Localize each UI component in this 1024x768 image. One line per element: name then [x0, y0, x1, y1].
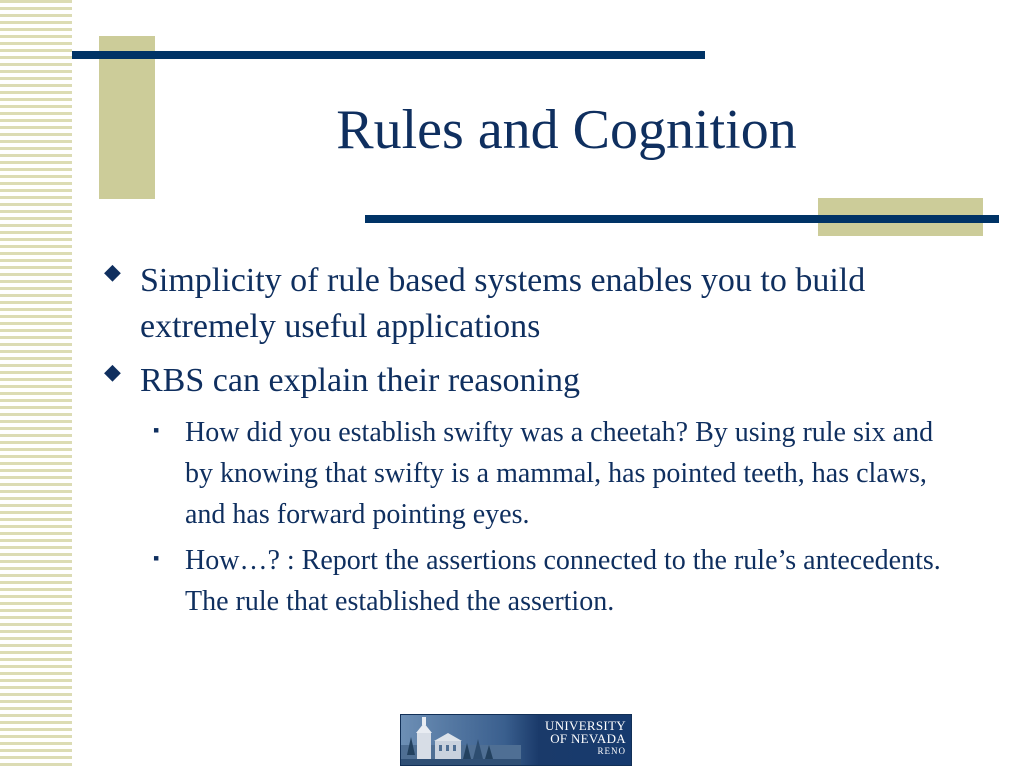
bullet-item-2	[100, 358, 960, 404]
bullet-item-1	[100, 258, 960, 350]
diamond-bullet-icon: ◆	[104, 259, 121, 284]
bullet-text: RBS can explain their reasoning	[140, 362, 581, 399]
sub-bullet-text: How…? : Report the assertions connected to the rule’s antecedents. The rule that established the assertion.	[185, 545, 941, 617]
logo-line-1: UNIVERSITY	[545, 718, 626, 733]
logo-line-3: RENO	[597, 746, 626, 756]
title-rule-bottom	[365, 215, 999, 223]
campus-building-icon	[401, 715, 521, 765]
title-rule-top	[72, 51, 705, 59]
sub-bullet-item-2	[100, 540, 960, 622]
square-bullet-icon: ▪	[153, 420, 160, 440]
university-logo	[400, 714, 632, 766]
logo-text	[545, 719, 626, 758]
diamond-bullet-icon: ◆	[104, 359, 121, 384]
logo-line-2: OF NEVADA	[550, 731, 626, 746]
bullet-text: Simplicity of rule based systems enables you to build extremely useful applications	[140, 262, 866, 345]
square-bullet-icon: ▪	[153, 548, 160, 568]
decorative-stripes	[0, 0, 72, 768]
sub-bullet-item-1	[100, 412, 960, 535]
slide-body	[100, 258, 960, 627]
sub-bullet-text: How did you establish swifty was a cheetah? By using rule six and by knowing that swifty is a mammal, has pointed teeth, has claws, and has forward pointing eyes.	[185, 417, 934, 530]
slide-title: Rules and Cognition	[336, 99, 797, 161]
